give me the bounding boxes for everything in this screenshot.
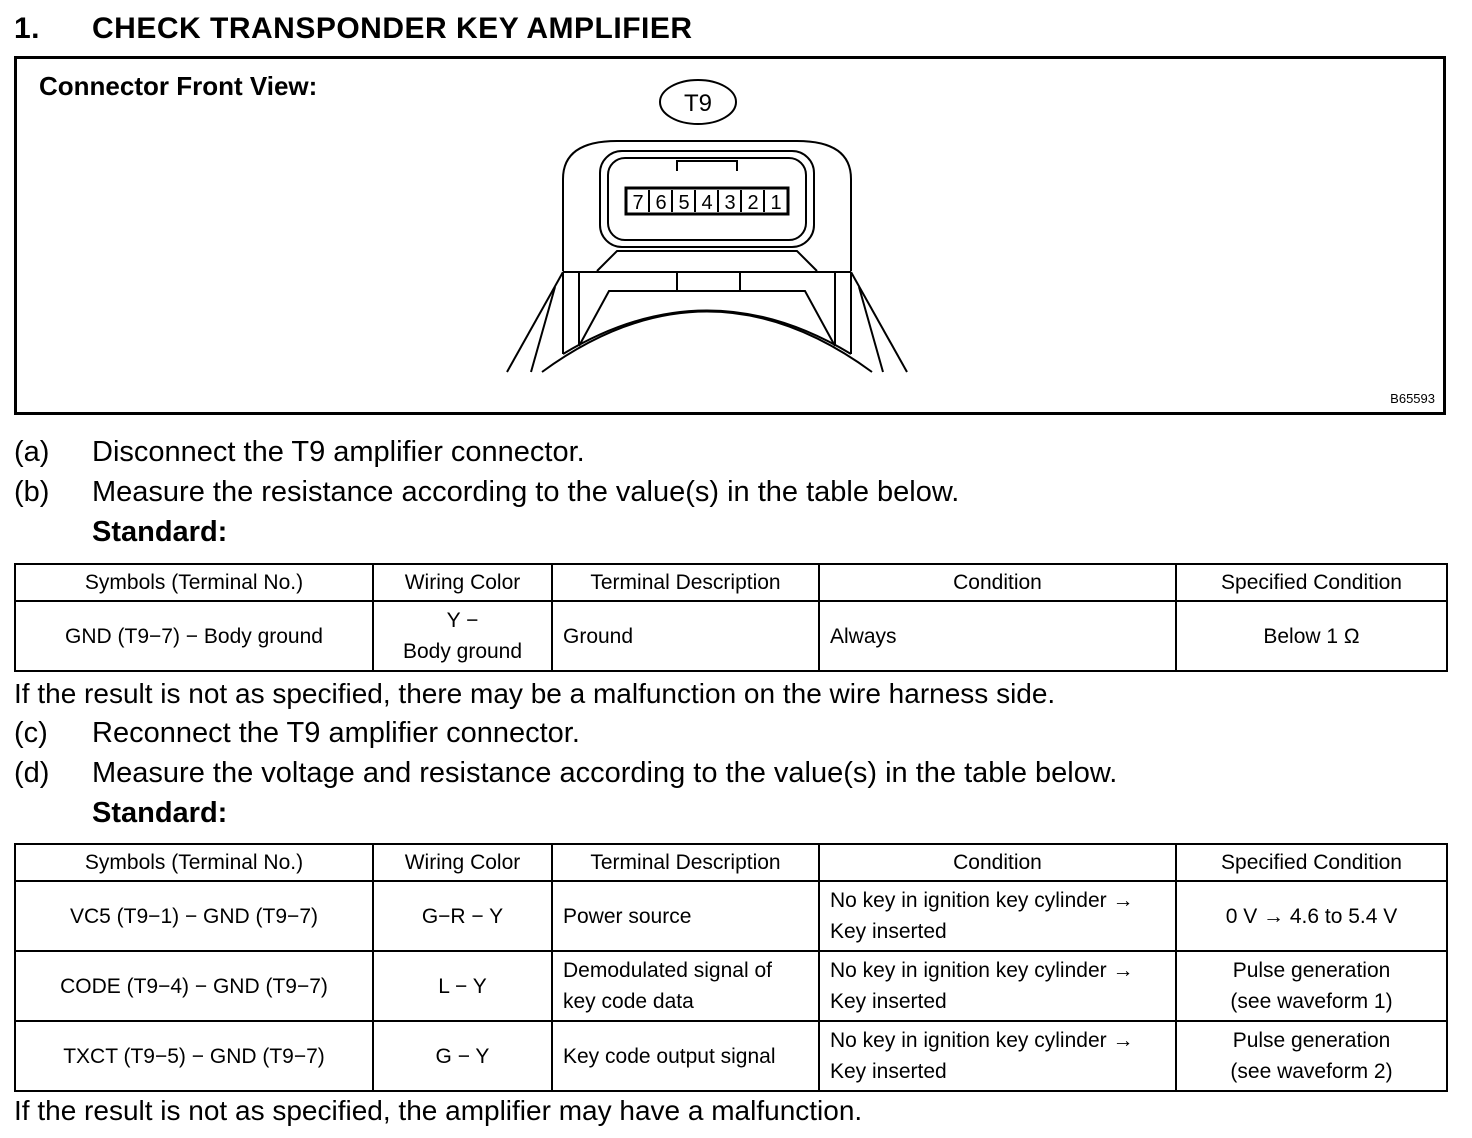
header-symbols: Symbols (Terminal No.) — [15, 844, 373, 881]
cell-specified-line1: Pulse generation — [1232, 1029, 1391, 1052]
pin-6: 6 — [655, 192, 667, 214]
pin-7: 7 — [632, 192, 644, 214]
cell-condition-line1: No key in ignition key cylinder → — [830, 959, 1134, 982]
note-harness: If the result is not as specified, there may be a malfunction on the wire harness side. — [14, 678, 1056, 709]
cell-specified-line1: 0 V → 4.6 to 5.4 V — [1225, 904, 1398, 928]
table-header-row — [15, 564, 1447, 601]
step-c-text: Reconnect the T9 amplifier connector. — [92, 717, 580, 749]
header-specified: Specified Condition — [1176, 564, 1447, 601]
step-d-label: (d) — [14, 757, 50, 789]
table-header-row — [15, 844, 1447, 881]
cell-description — [552, 1021, 819, 1091]
cell-specified-line2: (see waveform 1) — [1230, 990, 1393, 1013]
cell-description-line1: Key code output signal — [563, 1044, 776, 1068]
cell-specified: Below 1 Ω — [1176, 601, 1447, 671]
cell-wiring — [373, 601, 552, 671]
header-specified: Specified Condition — [1176, 844, 1447, 881]
cell-wiring: G − Y — [373, 1021, 552, 1091]
cell-specified — [1176, 951, 1447, 1021]
cell-condition: Always — [819, 601, 1176, 671]
step-b-text: Measure the resistance according to the value(s) in the table below. — [92, 476, 960, 508]
cell-symbols: TXCT (T9−5) − GND (T9−7) — [15, 1021, 373, 1091]
step-c — [14, 717, 580, 750]
cell-specified — [1176, 881, 1447, 951]
step-d-text: Measure the voltage and resistance according to the value(s) in the table below. — [92, 757, 1118, 789]
pin-4: 4 — [701, 192, 713, 214]
cell-description: Ground — [552, 601, 819, 671]
standard-label-2: Standard: — [92, 797, 228, 829]
cell-condition — [819, 1021, 1176, 1091]
header-symbols: Symbols (Terminal No.) — [15, 564, 373, 601]
connector-diagram — [17, 59, 1443, 412]
standard-label-1: Standard: — [92, 516, 228, 548]
cell-condition-line2: Key inserted — [830, 1060, 947, 1083]
connector-id-text: T9 — [683, 90, 713, 117]
section-heading — [14, 12, 693, 46]
pin-1: 1 — [770, 192, 782, 214]
cell-description — [552, 881, 819, 951]
header-description: Terminal Description — [552, 844, 819, 881]
figure-id: B65593 — [1390, 391, 1435, 406]
figure-label: Connector Front View: — [39, 71, 318, 101]
step-a-label: (a) — [14, 436, 50, 468]
pin-5: 5 — [678, 192, 690, 214]
cell-specified — [1176, 1021, 1447, 1091]
cell-condition-line2: Key inserted — [830, 920, 947, 943]
step-c-label: (c) — [14, 717, 48, 749]
pin-3: 3 — [724, 192, 736, 214]
header-wiring: Wiring Color — [373, 564, 552, 601]
cell-condition — [819, 881, 1176, 951]
note-amplifier: If the result is not as specified, the amplifier may have a malfunction. — [14, 1095, 863, 1126]
cell-wiring: G−R − Y — [373, 881, 552, 951]
cell-specified-line2: (see waveform 2) — [1230, 1060, 1393, 1083]
table-row — [15, 881, 1447, 951]
resistance-table — [14, 563, 1448, 672]
section-title: CHECK TRANSPONDER KEY AMPLIFIER — [92, 12, 693, 45]
cell-symbols: CODE (T9−4) − GND (T9−7) — [15, 951, 373, 1021]
cell-symbols: VC5 (T9−1) − GND (T9−7) — [15, 881, 373, 951]
header-condition: Condition — [819, 564, 1176, 601]
cell-condition-line2: Key inserted — [830, 990, 947, 1013]
cell-description-line2: key code data — [563, 990, 694, 1013]
cell-condition-line1: No key in ignition key cylinder → — [830, 1029, 1134, 1052]
header-condition: Condition — [819, 844, 1176, 881]
cell-symbols: GND (T9−7) − Body ground — [15, 601, 373, 671]
header-wiring: Wiring Color — [373, 844, 552, 881]
step-a — [14, 436, 585, 469]
cell-condition — [819, 951, 1176, 1021]
cell-description-line1: Power source — [563, 904, 692, 928]
step-b — [14, 476, 959, 509]
cell-specified-line1: Pulse generation — [1232, 959, 1391, 982]
pin-2: 2 — [747, 192, 759, 214]
cell-wiring: L − Y — [373, 951, 552, 1021]
step-b-label: (b) — [14, 476, 50, 508]
section-number: 1. — [14, 12, 41, 45]
step-d — [14, 757, 1117, 790]
table-row — [15, 951, 1447, 1021]
voltage-table — [14, 843, 1448, 1092]
header-description: Terminal Description — [552, 564, 819, 601]
connector-figure — [14, 56, 1446, 415]
step-a-text: Disconnect the T9 amplifier connector. — [92, 436, 585, 468]
cell-condition-line1: No key in ignition key cylinder → — [830, 889, 1134, 912]
cell-description-line1: Demodulated signal of — [563, 959, 772, 982]
table-row — [15, 601, 1447, 671]
cell-wiring-line1: Y − — [446, 609, 479, 632]
cell-wiring-line2: Body ground — [402, 640, 523, 663]
cell-description — [552, 951, 819, 1021]
table-row — [15, 1021, 1447, 1091]
